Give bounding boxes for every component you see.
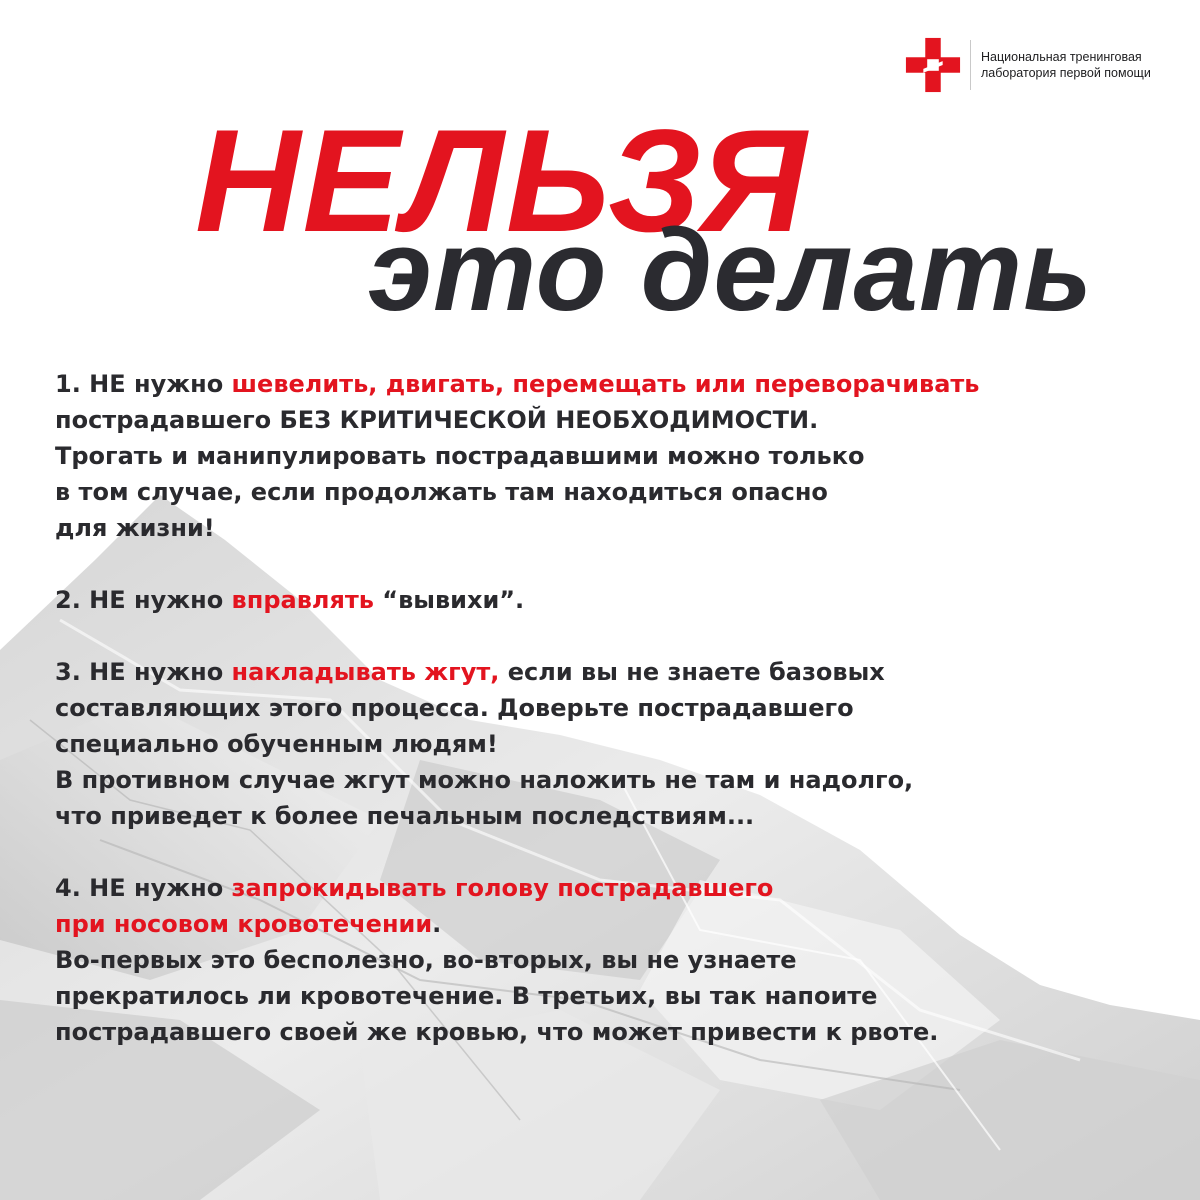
logo-text [981, 49, 1151, 81]
page-subtitle: это делать [368, 205, 1094, 335]
rule-line: пострадавшего своей же кровью, что может привести к рвоте. [55, 1018, 939, 1046]
rule-item-1 [55, 366, 1175, 546]
rule-line: в том случае, если продолжать там находиться опасно [55, 478, 828, 506]
rule-highlight: накладывать жгут, [231, 658, 500, 686]
rule-item-2 [55, 582, 1175, 618]
rule-line [55, 582, 1175, 618]
rule-line [55, 654, 1175, 690]
rule-line: специально обученным людям! [55, 730, 498, 758]
rule-text: . [432, 910, 442, 938]
rule-line [55, 906, 1175, 942]
rule-text: “вывихи”. [373, 586, 525, 614]
page-title: НЕЛЬЗЯ [195, 99, 809, 262]
rule-line [55, 870, 1175, 906]
rule-text: 4. НЕ нужно [55, 874, 232, 902]
rule-highlight: шевелить, двигать, перемещать или переворачивать [231, 370, 980, 398]
rule-highlight: запрокидывать голову пострадавшего [231, 874, 774, 902]
rule-line: Во-первых это бесполезно, во-вторых, вы не узнаете [55, 946, 797, 974]
rule-line: пострадавшего БЕЗ КРИТИЧЕСКОЙ НЕОБХОДИМОСТИ. [55, 406, 819, 434]
rule-line [55, 366, 1175, 402]
rule-text: 3. НЕ нужно [55, 658, 232, 686]
rule-text: 1. НЕ нужно [55, 370, 232, 398]
logo-line-2: лаборатория первой помощи [981, 66, 1151, 80]
medical-cross-logo-icon [904, 36, 962, 94]
rule-line: составляющих этого процесса. Доверьте пострадавшего [55, 694, 854, 722]
rule-text: если вы не знаете базовых [499, 658, 885, 686]
rule-line: прекратилось ли кровотечение. В третьих, вы так напоите [55, 982, 878, 1010]
rule-line: что приведет к более печальным последствиям... [55, 802, 755, 830]
logo-divider [970, 40, 971, 90]
rule-text: 2. НЕ нужно [55, 586, 232, 614]
organization-logo [904, 36, 1151, 94]
rule-line: Трогать и манипулировать пострадавшими можно только [55, 442, 865, 470]
rule-line: для жизни! [55, 514, 215, 542]
rules-list [55, 366, 1175, 1086]
rule-item-4 [55, 870, 1175, 1050]
logo-line-1: Национальная тренинговая [981, 50, 1142, 64]
rule-line: В противном случае жгут можно наложить не там и надолго, [55, 766, 914, 794]
rule-highlight: при носовом кровотечении [55, 910, 433, 938]
rule-highlight: вправлять [231, 586, 374, 614]
rule-item-3 [55, 654, 1175, 834]
